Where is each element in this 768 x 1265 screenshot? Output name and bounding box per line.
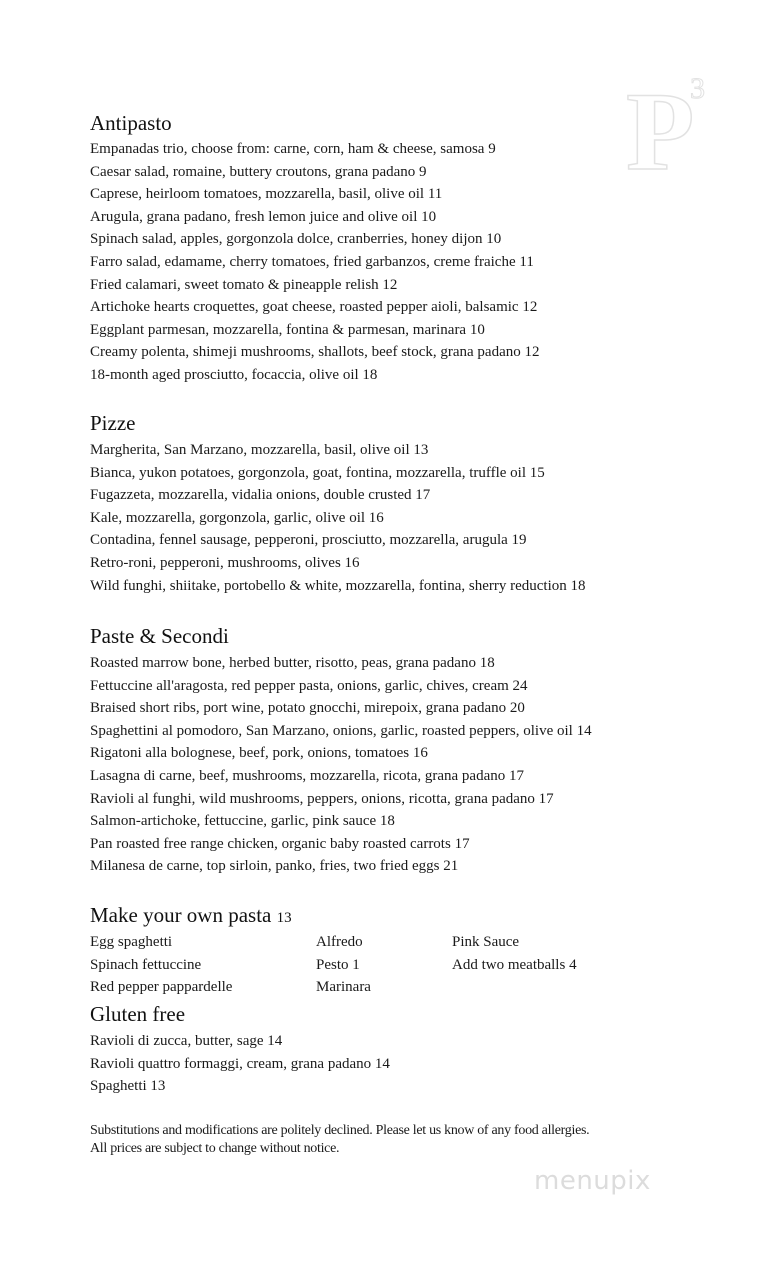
menu-item: Retro-roni, pepperoni, mushrooms, olives 16 bbox=[90, 554, 360, 571]
menu-item: Spaghettini al pomodoro, San Marzano, onions, garlic, roasted peppers, olive oil 14 bbox=[90, 722, 592, 739]
menu-item: 18-month aged prosciutto, focaccia, olive oil 18 bbox=[90, 366, 378, 383]
menu-item: Arugula, grana padano, fresh lemon juice and olive oil 10 bbox=[90, 208, 437, 225]
menu-item: Salmon-artichoke, fettuccine, garlic, pink sauce 18 bbox=[90, 813, 395, 830]
menu-item: Wild funghi, shiitake, portobello & white, mozzarella, fontina, sherry reduction 18 bbox=[90, 577, 586, 594]
sauce-choices bbox=[316, 931, 371, 999]
extra-choices bbox=[452, 931, 577, 976]
paste-secondi-list bbox=[90, 652, 690, 878]
menu-item: Ravioli di zucca, butter, sage 14 bbox=[90, 1033, 283, 1049]
logo-superscript: 3 bbox=[690, 72, 705, 105]
menu-item: Fugazzeta, mozzarella, vidalia onions, double crusted 17 bbox=[90, 487, 431, 504]
menu-item: Fried calamari, sweet tomato & pineapple relish 12 bbox=[90, 276, 398, 293]
menu-item: Bianca, yukon potatoes, gorgonzola, goat, fontina, mozzarella, truffle oil 15 bbox=[90, 464, 545, 481]
menu-item: Caprese, heirloom tomatoes, mozzarella, basil, olive oil 11 bbox=[90, 186, 443, 203]
antipasto-list bbox=[90, 138, 690, 387]
menu-item: Rigatoni alla bolognese, beef, pork, onions, tomatoes 16 bbox=[90, 745, 428, 762]
menu-item: Margherita, San Marzano, mozzarella, basil, olive oil 13 bbox=[90, 442, 429, 458]
menu-footer-note bbox=[90, 1122, 690, 1158]
menu-item: Ravioli al funghi, wild mushrooms, peppers, onions, ricotta, grana padano 17 bbox=[90, 790, 554, 807]
menu-item: Creamy polenta, shimeji mushrooms, shallots, beef stock, grana padano 12 bbox=[90, 344, 540, 361]
watermark: menupix bbox=[534, 1166, 651, 1196]
menu-item: Fettuccine all'aragosta, red pepper pasta, onions, garlic, chives, cream 24 bbox=[90, 677, 528, 694]
sauce-option: Pesto 1 bbox=[316, 956, 360, 973]
footer-line-prices: All prices are subject to change without notice. bbox=[90, 1141, 340, 1156]
sauce-option: Alfredo bbox=[316, 934, 363, 950]
menu-item: Milanesa de carne, top sirloin, panko, fries, two fried eggs 21 bbox=[90, 858, 459, 875]
menu-item: Kale, mozzarella, gorgonzola, garlic, olive oil 16 bbox=[90, 509, 384, 526]
pasta-choices bbox=[90, 931, 232, 999]
menu-item: Pan roasted free range chicken, organic baby roasted carrots 17 bbox=[90, 835, 470, 852]
antipasto-title: Antipasto bbox=[90, 111, 172, 135]
logo-letter: P bbox=[626, 70, 695, 194]
make-your-own-label: Make your own pasta bbox=[90, 903, 272, 927]
extra-option: Add two meatballs 4 bbox=[452, 956, 577, 973]
menu-item: Ravioli quattro formaggi, cream, grana padano 14 bbox=[90, 1055, 390, 1072]
gluten-free-list bbox=[90, 1030, 690, 1098]
menu-item: Empanadas trio, choose from: carne, corn, ham & cheese, samosa 9 bbox=[90, 141, 496, 157]
paste-secondi-title: Paste & Secondi bbox=[90, 624, 229, 648]
make-your-own-price: 13 bbox=[276, 910, 292, 926]
extra-option: Pink Sauce bbox=[452, 934, 520, 950]
menu-item: Spaghetti 13 bbox=[90, 1078, 166, 1095]
menu-item: Eggplant parmesan, mozzarella, fontina & parmesan, marinara 10 bbox=[90, 321, 485, 338]
menu-item: Caesar salad, romaine, buttery croutons, grana padano 9 bbox=[90, 163, 427, 180]
menu-item: Lasagna di carne, beef, mushrooms, mozzarella, ricota, grana padano 17 bbox=[90, 767, 524, 784]
pasta-option: Egg spaghetti bbox=[90, 934, 173, 950]
menu-item: Braised short ribs, port wine, potato gnocchi, mirepoix, grana padano 20 bbox=[90, 700, 525, 717]
menu-item: Contadina, fennel sausage, pepperoni, prosciutto, mozzarella, arugula 19 bbox=[90, 532, 527, 549]
menu-item: Roasted marrow bone, herbed butter, risotto, peas, grana padano 18 bbox=[90, 655, 495, 671]
pizze-title: Pizze bbox=[90, 411, 136, 435]
gluten-free-title: Gluten free bbox=[90, 1002, 186, 1026]
pizze-list bbox=[90, 439, 690, 597]
pasta-option: Spinach fettuccine bbox=[90, 956, 202, 973]
pasta-option: Red pepper pappardelle bbox=[90, 979, 233, 996]
menu-item: Farro salad, edamame, cherry tomatoes, fried garbanzos, creme fraiche 11 bbox=[90, 253, 534, 270]
menu-item: Spinach salad, apples, gorgonzola dolce, cranberries, honey dijon 10 bbox=[90, 231, 502, 248]
menu-item: Artichoke hearts croquettes, goat cheese, roasted pepper aioli, balsamic 12 bbox=[90, 299, 538, 316]
sauce-option: Marinara bbox=[316, 979, 371, 996]
make-your-own-title bbox=[90, 903, 292, 930]
footer-line-substitutions: Substitutions and modifications are politely declined. Please let us know of any food allergies. bbox=[90, 1123, 590, 1138]
